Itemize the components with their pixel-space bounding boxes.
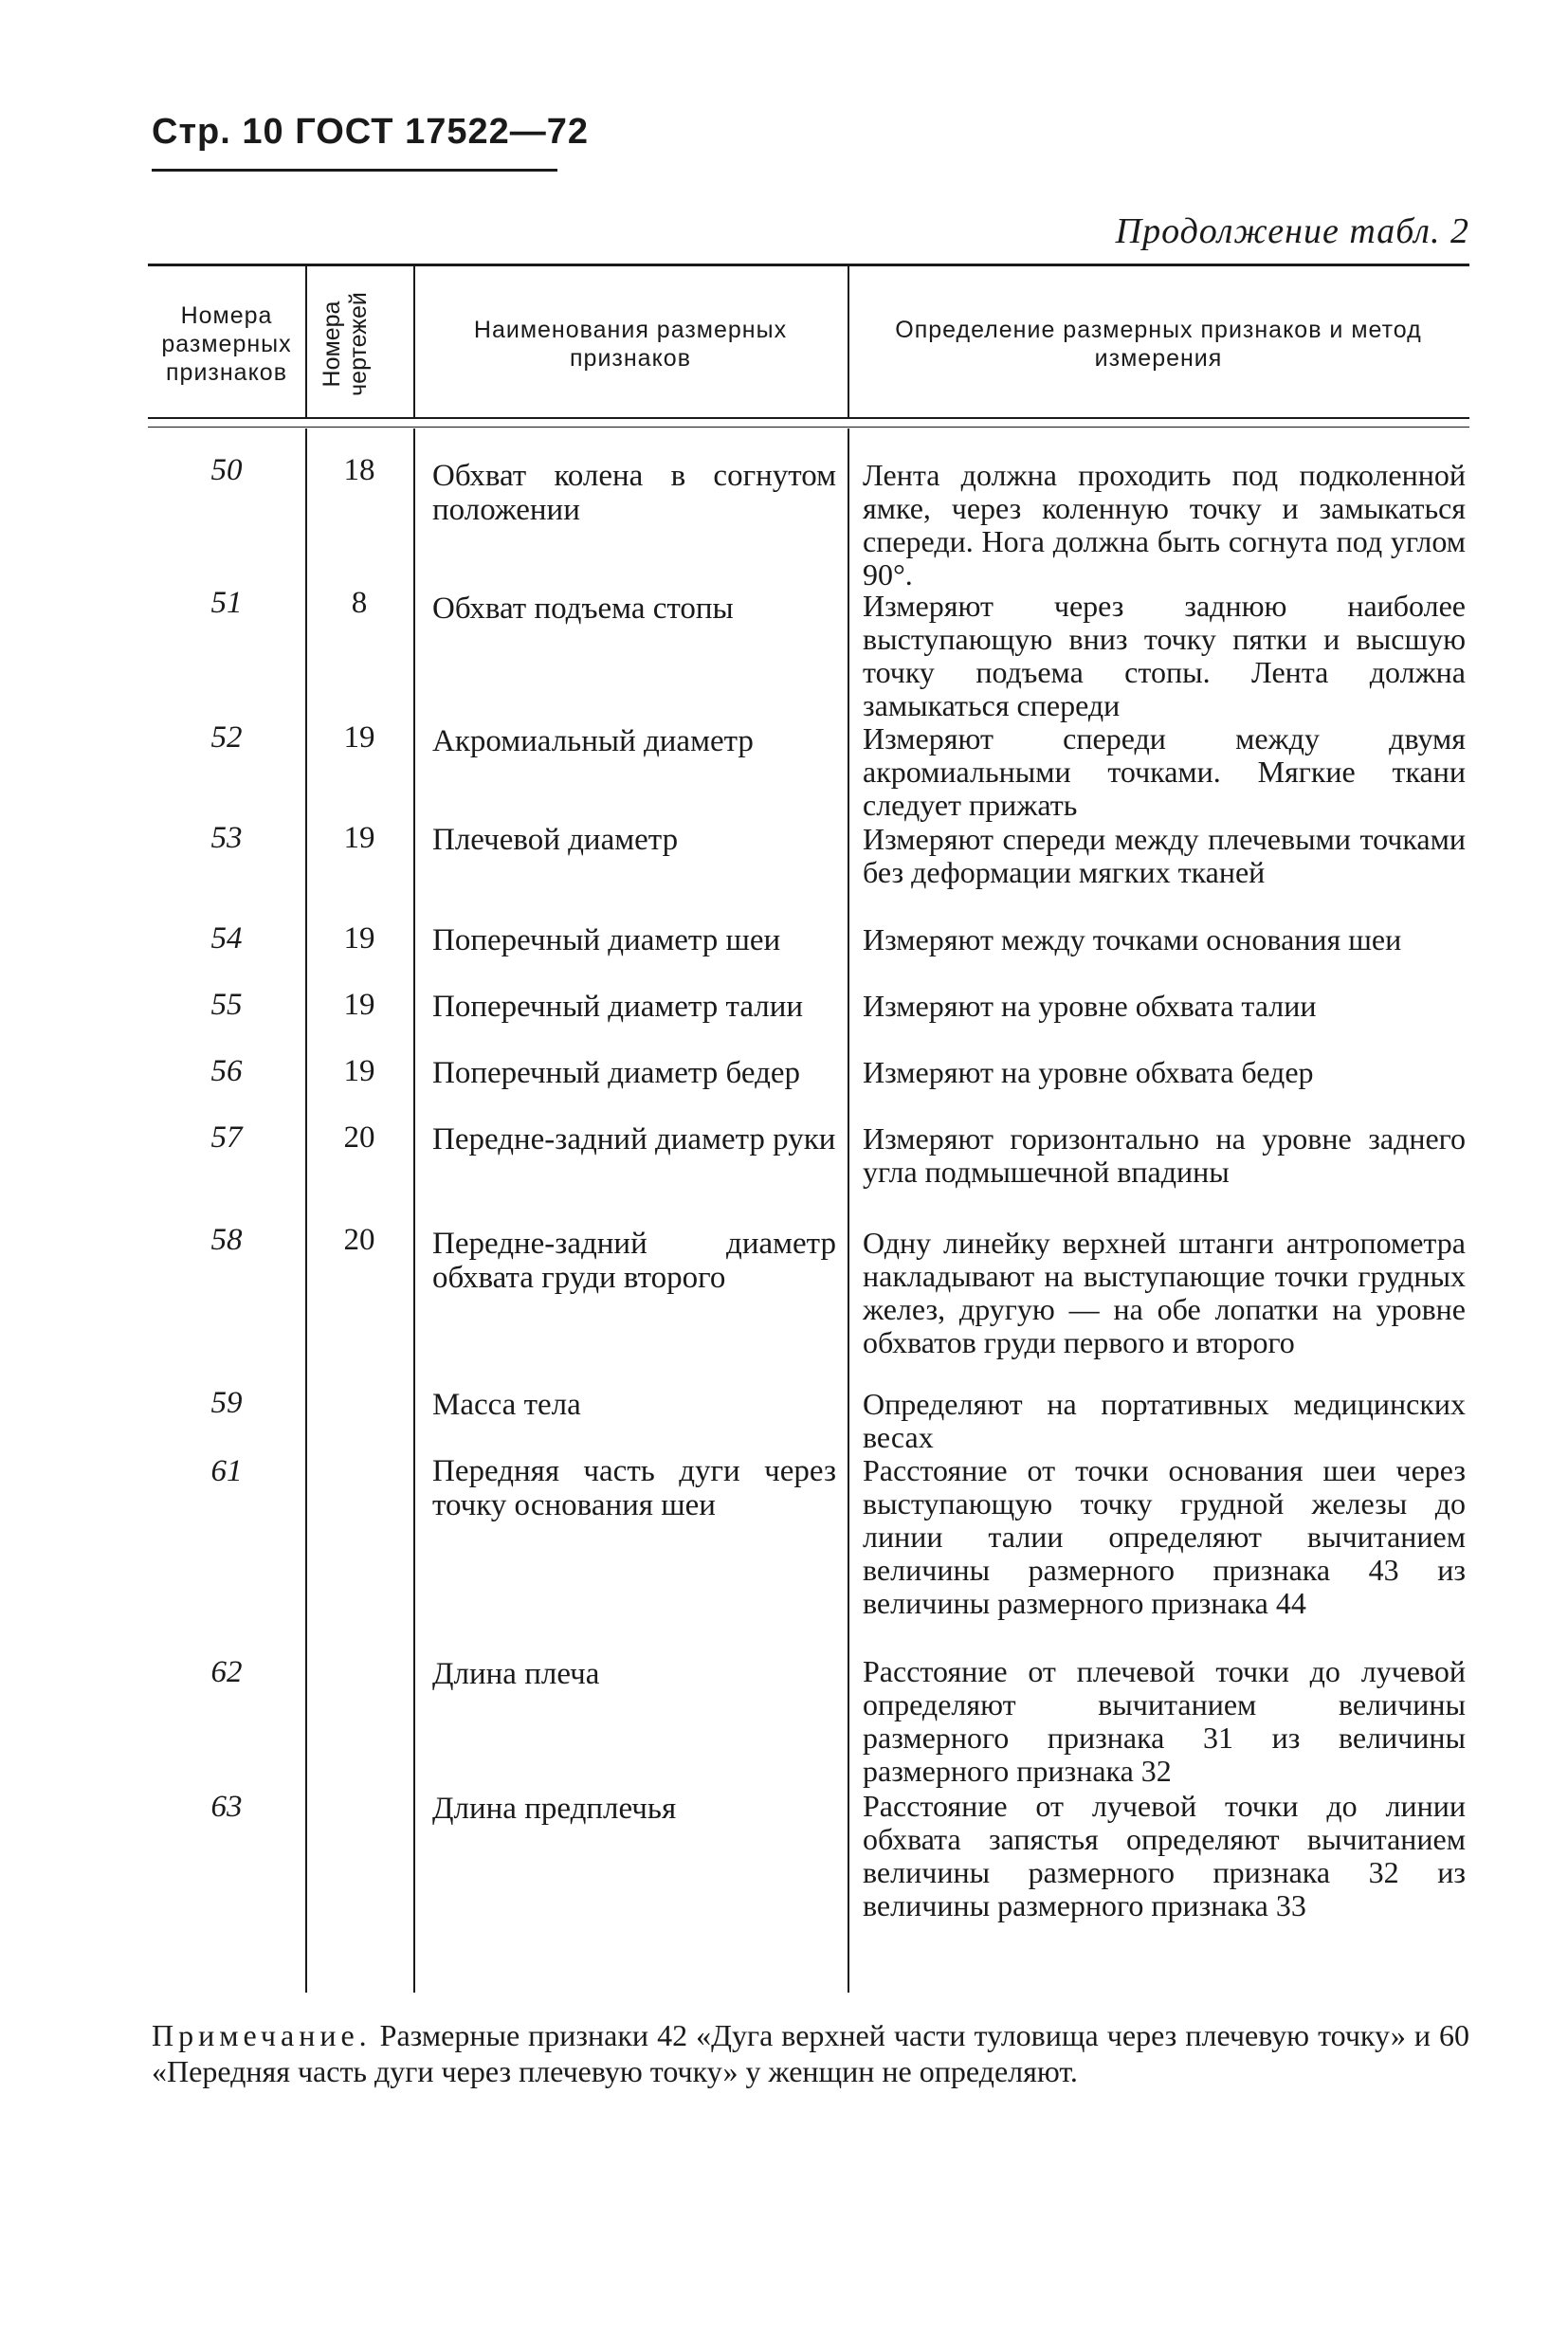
note-label: Примечание. — [152, 2018, 372, 2052]
row-number: 61 — [210, 1454, 243, 1488]
column-divider — [413, 428, 415, 1993]
row-definition: Расстояние от плечевой точки до лучевой определяют вычитанием величины размерного признака 31 из величины размерного признака 32 — [863, 1654, 1466, 1788]
table-continuation-label: Продолжение табл. 2 — [1115, 211, 1469, 251]
column-divider — [305, 266, 307, 417]
row-name: Передне-задний диаметр руки — [432, 1122, 836, 1156]
row-name: Плечевой диаметр — [432, 823, 679, 857]
column-header-drawing-numbers: Номера чертежей — [319, 292, 372, 396]
row-number: 55 — [210, 988, 243, 1022]
row-drawing-number: 19 — [343, 921, 375, 956]
row-number: 53 — [210, 821, 243, 855]
row-definition: Одну линейку верхней штанги антропометра накладывают на выступающие точки грудных желез, другую — на обе лопатки на уровне обхватов груди первого и второго — [863, 1226, 1466, 1359]
row-name: Поперечный диаметр талии — [432, 990, 804, 1024]
column-divider — [305, 428, 307, 1993]
row-drawing-number: 8 — [351, 586, 368, 620]
column-header-names: Наименования размерных признаков — [473, 317, 788, 372]
row-number: 57 — [210, 1120, 243, 1155]
column-divider — [848, 428, 849, 1993]
row-drawing-number: 19 — [343, 1054, 375, 1088]
header-underline — [152, 169, 557, 172]
row-name: Акромиальный диаметр — [432, 724, 754, 758]
page-header: Стр. 10 ГОСТ 17522—72 — [152, 112, 590, 152]
row-number: 59 — [210, 1386, 243, 1420]
row-definition: Измеряют на уровне обхвата бедер — [863, 1055, 1314, 1089]
row-definition: Расстояние от точки основания шеи через выступающую точку грудной железы до линии талии определяют вычитанием величины размерного признака 43 из величины размерного признака 44 — [863, 1453, 1466, 1620]
row-drawing-number: 19 — [343, 720, 375, 755]
table-note — [152, 2017, 1469, 2089]
row-number: 51 — [210, 586, 243, 620]
row-name: Длина плеча — [432, 1657, 600, 1691]
header-bottom-rule — [148, 417, 1469, 419]
row-definition: Лента должна проходить под подколенной ямке, через коленную точку и замыкаться спереди. Нога должна быть согнута под углом 90°. — [863, 458, 1466, 592]
row-number: 63 — [210, 1790, 243, 1824]
row-name: Обхват колена в согнутом положении — [432, 459, 836, 527]
row-definition: Измеряют через заднюю наиболее выступающую вниз точку пятки и высшую точку подъема стопы. Лента должна замыкаться спереди — [863, 589, 1466, 722]
row-name: Масса тела — [432, 1388, 581, 1422]
row-name: Передняя часть дуги через точку основания шеи — [432, 1454, 836, 1522]
row-number: 50 — [210, 453, 243, 487]
row-definition: Измеряют между точками основания шеи — [863, 922, 1402, 956]
row-drawing-number: 19 — [343, 988, 375, 1022]
row-definition: Расстояние от лучевой точки до линии обхвата запястья определяют вычитанием величины размерного признака 32 из величины размерного признака 33 — [863, 1789, 1466, 1922]
table-top-rule — [148, 264, 1469, 266]
header-bottom-rule-thin — [148, 427, 1469, 428]
row-number: 58 — [210, 1223, 243, 1257]
row-definition: Измеряют горизонтально на уровне заднего угла подмышечной впадины — [863, 1121, 1466, 1189]
row-drawing-number: 20 — [343, 1120, 375, 1155]
column-header-sign-numbers: Номера размерных признаков — [161, 302, 292, 386]
row-drawing-number: 19 — [343, 821, 375, 855]
row-definition: Измеряют спереди между плечевыми точками без деформации мягких тканей — [863, 822, 1466, 889]
row-number: 56 — [210, 1054, 243, 1088]
row-definition: Измеряют на уровне обхвата талии — [863, 989, 1317, 1023]
row-name: Поперечный диаметр шеи — [432, 923, 781, 957]
row-number: 62 — [210, 1655, 243, 1689]
row-drawing-number: 20 — [343, 1223, 375, 1257]
row-name: Обхват подъема стопы — [432, 592, 734, 626]
note-text: Размерные признаки 42 «Дуга верхней части туловища через плечевую точку» и 60 «Передняя часть дуги через плечевую точку» у женщин не определяют. — [152, 2018, 1470, 2088]
row-name: Длина предплечья — [432, 1792, 677, 1826]
row-definition: Определяют на портативных медицинских весах — [863, 1387, 1466, 1454]
column-header-definition: Определение размерных признаков и метод измерения — [895, 317, 1422, 372]
row-number: 52 — [210, 720, 243, 755]
row-name: Поперечный диаметр бедер — [432, 1056, 801, 1090]
row-number: 54 — [210, 921, 243, 956]
row-name: Передне-задний диаметр обхвата груди второго — [432, 1227, 836, 1295]
row-definition: Измеряют спереди между двумя акромиальными точками. Мягкие ткани следует прижать — [863, 721, 1466, 822]
row-drawing-number: 18 — [343, 453, 375, 487]
